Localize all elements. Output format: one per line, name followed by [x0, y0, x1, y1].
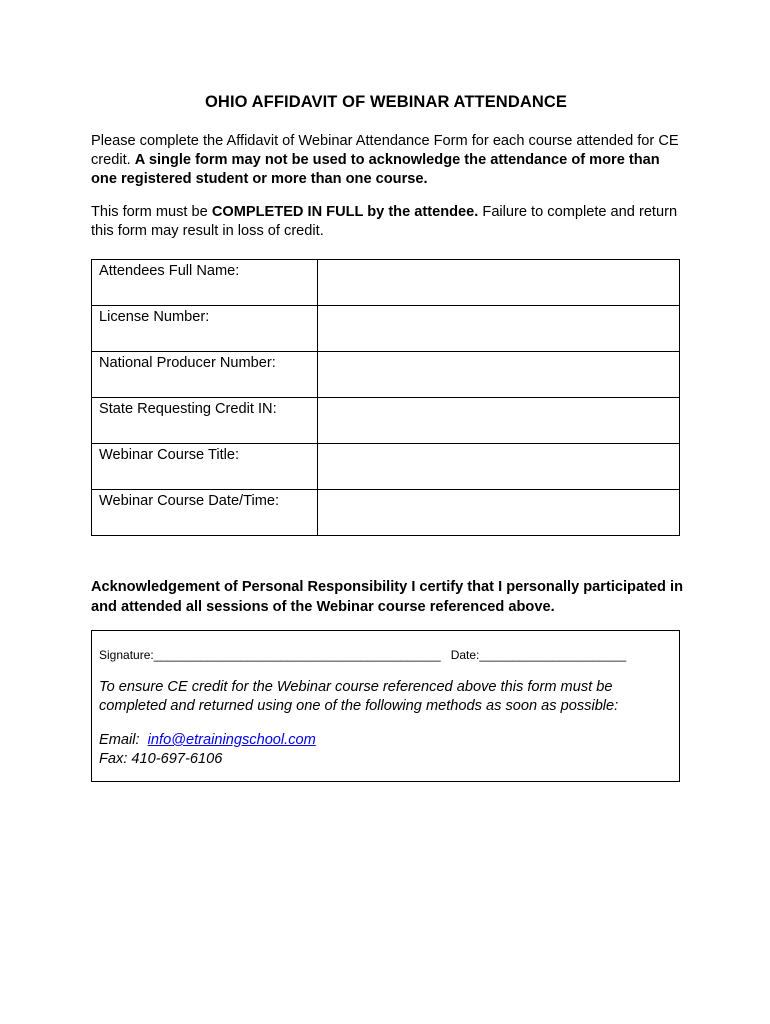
table-row	[92, 490, 680, 536]
table-row	[92, 444, 680, 490]
notice-prefix: This form must be	[91, 204, 212, 220]
intro-paragraph	[91, 132, 681, 189]
submission-instructions: To ensure CE credit for the Webinar course referenced above this form must be completed and returned using one of the following methods as soon as possible:	[99, 679, 619, 714]
field-input-national-producer-number[interactable]	[317, 352, 679, 398]
field-input-course-title[interactable]	[317, 444, 679, 490]
field-input-state[interactable]	[317, 398, 679, 444]
field-input-full-name[interactable]	[317, 260, 679, 306]
table-row	[92, 398, 680, 444]
attendee-info-table	[91, 259, 680, 536]
document-title: OHIO AFFIDAVIT OF WEBINAR ATTENDANCE	[205, 93, 567, 111]
field-label-course-title: Webinar Course Title:	[92, 444, 318, 490]
field-label-license-number: License Number:	[92, 306, 318, 352]
acknowledgement-text: Acknowledgement of Personal Responsibility I certify that I personally participated in and attended all sessions of the Webinar course referenced above.	[91, 579, 683, 615]
date-field[interactable]: Date:______________________	[450, 648, 627, 662]
field-input-course-date-time[interactable]	[317, 490, 679, 536]
field-label-national-producer-number: National Producer Number:	[92, 352, 318, 398]
signature-box	[91, 630, 680, 782]
field-label-full-name: Attendees Full Name:	[92, 260, 318, 306]
notice-bold-text: COMPLETED IN FULL by the attendee.	[211, 204, 479, 220]
field-input-license-number[interactable]	[317, 306, 679, 352]
field-label-course-date-time: Webinar Course Date/Time:	[92, 490, 318, 536]
email-link[interactable]: info@etrainingschool.com	[147, 732, 316, 748]
table-row	[92, 260, 680, 306]
field-label-state: State Requesting Credit IN:	[92, 398, 318, 444]
signature-field[interactable]: Signature:___________________________________________	[99, 648, 441, 662]
contact-info	[99, 731, 674, 769]
intro-text: Please complete the Affidavit of Webinar Attendance Form for each course attended for CE credit.	[91, 133, 679, 168]
fax-line: Fax: 410-697-6106	[99, 751, 223, 767]
table-row	[92, 352, 680, 398]
notice-paragraph	[91, 203, 681, 241]
intro-bold-text: A single form may not be used to acknowledge the attendance of more than one registered student or more than one course.	[91, 152, 660, 187]
signature-line	[99, 648, 626, 662]
table-row	[92, 306, 680, 352]
email-line	[99, 731, 674, 750]
email-label: Email:	[99, 732, 140, 748]
notice-suffix: Failure to complete and return this form may result in loss of credit.	[91, 204, 678, 239]
